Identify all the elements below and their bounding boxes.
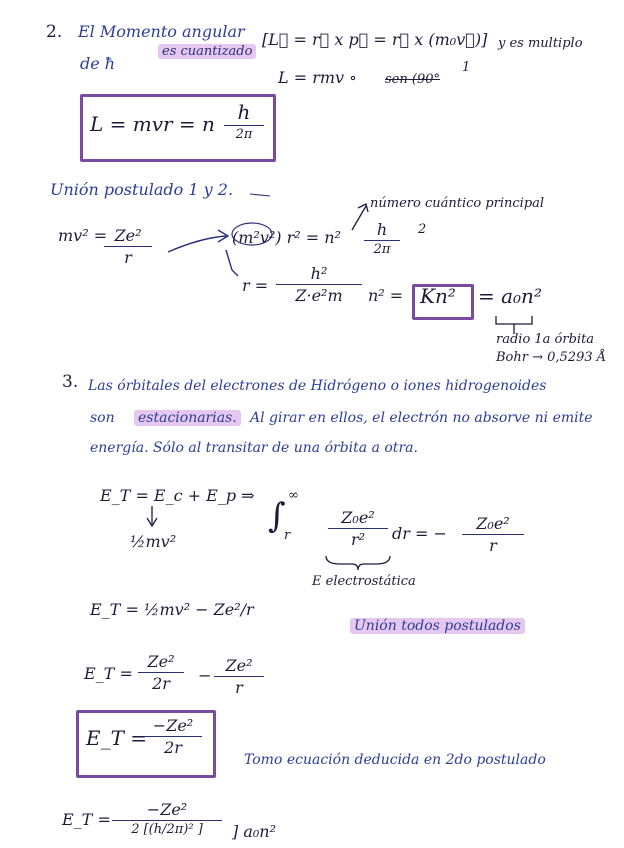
section-3-line-2-start: son [90, 410, 115, 426]
fraction-denominator: 2r [164, 738, 182, 757]
principal-quantum-number-note: número cuántico principal [370, 196, 545, 211]
section-2-number: 2. [46, 22, 63, 42]
quantization-equation: L = mvr = n [90, 112, 215, 136]
total-energy-label-3: E_T = [84, 664, 133, 683]
bohr-radius-expression: = a₀n² [478, 284, 542, 308]
fraction-numerator: h [376, 220, 388, 239]
n-squared-equals: n² = [368, 286, 404, 305]
angular-momentum-equation: [L⃗ = r⃗ x p⃗ = r⃗ x (m₀v⃗)] [262, 30, 488, 49]
stationary-highlight: estacionarias. [134, 410, 241, 426]
fraction-denominator: r² [350, 530, 366, 549]
fraction-numerator: −Ze² [152, 716, 194, 735]
integral-lower-limit: r [284, 528, 291, 543]
fraction-numerator: h [237, 100, 251, 124]
bohr-radius-substitution: ] a₀n² [232, 822, 276, 841]
fraction-denominator: Z·e²m [295, 286, 343, 305]
radius-label: r = [242, 276, 269, 295]
integral-dr: dr = − [392, 524, 447, 543]
deduced-equation-note: Tomo ecuación deducida en 2do postulado [244, 752, 546, 768]
fraction-numerator: −Ze² [146, 800, 188, 819]
force-balance-lhs: mv² = [58, 226, 108, 245]
fraction-denominator: r [124, 248, 132, 267]
section-3-line-2-end: Al girar en ellos, el electrón no absorve ni emite [250, 410, 593, 426]
fraction-denominator: 2π [373, 242, 391, 257]
l-rmv-equation: L = rmv ∘ [278, 68, 357, 87]
fraction-denominator: 2r [152, 674, 170, 693]
total-energy-label-4: E_T = [62, 810, 111, 829]
of-hbar-text: de ħ [80, 54, 116, 73]
quantized-note: es cuantizado [158, 44, 256, 59]
section-3-line-3: energía. Sólo al transitar de una órbita a otra. [90, 440, 418, 456]
electrostatic-energy-label: E electrostática [312, 574, 416, 589]
total-energy-sum: E_T = E_c + E_p ⇒ [100, 486, 255, 505]
minus-sign: − [198, 666, 212, 685]
bohr-radius-value: Bohr → 0,5293 Å [496, 350, 607, 365]
union-postulates-heading: Unión postulado 1 y 2. [50, 180, 234, 199]
fraction-denominator: r [235, 678, 243, 697]
superscript-one: 1 [462, 60, 471, 75]
kinetic-energy-sub: ½mv² [130, 532, 177, 551]
fraction-numerator: h² [310, 264, 328, 283]
fraction-numerator: Z₀e² [476, 514, 510, 533]
section-3-line-1: Las órbitales del electrones de Hidrógeno o iones hidrogenoides [88, 378, 547, 394]
multiple-text: y es multiplo [498, 36, 583, 51]
squared-exponent: 2 [418, 222, 427, 237]
fraction-numerator: Z₀e² [341, 508, 375, 527]
fraction-denominator: 2 [(h/2π)² ] [131, 822, 203, 837]
kn2-value: Kn² [420, 284, 456, 308]
fraction-numerator: Ze² [225, 656, 253, 675]
quantized-momentum-eq: (m²v²) r² = n² [232, 228, 341, 247]
section-3-number: 3. [62, 372, 79, 392]
integral-sign: ∫ [268, 496, 286, 536]
total-energy-expanded: E_T = ½mv² − Ze²/r [90, 600, 254, 619]
integral-upper-limit: ∞ [288, 488, 299, 503]
fraction-denominator: r [489, 536, 497, 555]
struck-sine-text: sen (90° [385, 72, 440, 87]
boxed-energy-label: E_T = [86, 726, 148, 750]
fraction-numerator: Ze² [114, 226, 142, 245]
fraction-numerator: Ze² [147, 652, 175, 671]
fraction-denominator: 2π [235, 127, 253, 142]
union-all-postulates: Unión todos postulados [350, 618, 525, 634]
angular-momentum-text: El Momento angular [78, 22, 245, 41]
first-orbit-radius-label: radio 1a órbita [496, 332, 595, 347]
